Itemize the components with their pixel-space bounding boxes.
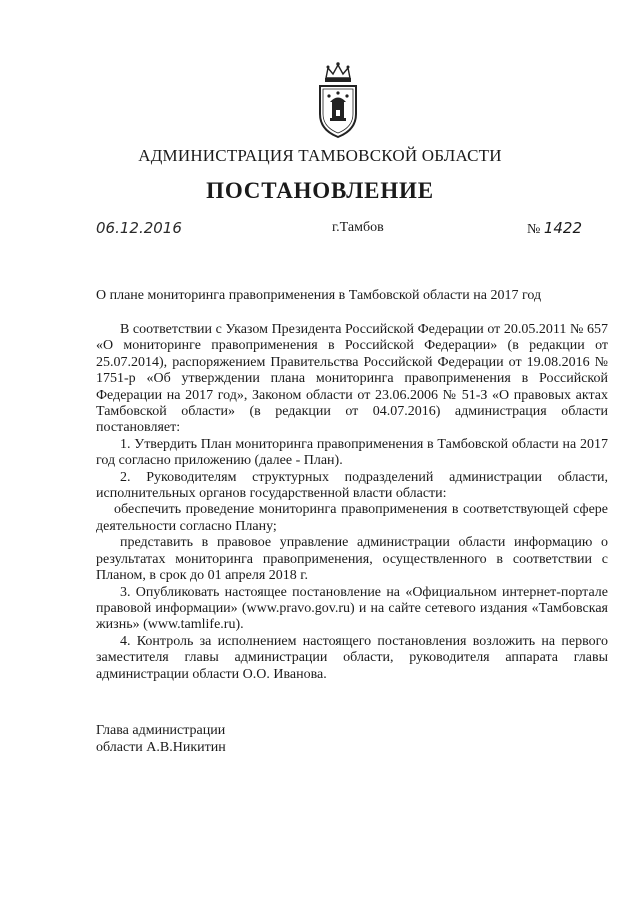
document-number [527,219,582,238]
clause-2-paragraph: 2. Руководителям структурных подразделений администрации области, исполнительных органов государственной власти области: [96,469,608,502]
clause-2-item-2-paragraph: представить в правовое управление администрации области информацию о результатах мониторинга правоприменения, осуществленного в соответствии с Планом, в срок до 01 апреля 2018 г. [96,535,608,584]
document-date: 06.12.2016 [96,219,182,237]
signature-name-line: области А.В.Никитин [96,740,226,755]
signature-block [96,722,226,756]
clause-3-paragraph: 3. Опубликовать настоящее постановление на «Официальном интернет-портале правовой информации» (www.pravo.gov.ru) и на сайте сетевого издания «Тамбовская жизнь» (www.tamlife.ru). [96,584,608,633]
document-number-prefix: № [526,222,541,237]
clause-1-paragraph: 1. Утвердить План мониторинга правоприменения в Тамбовской области на 2017 год согласно приложению (далее - План). [96,436,608,469]
clause-4-paragraph: 4. Контроль за исполнением настоящего постановления возложить на первого заместителя главы администрации области, руководителя аппарата главы администрации области О.О. Иванова. [96,633,608,682]
document-city: г.Тамбов [332,220,384,235]
organization-title: АДМИНИСТРАЦИЯ ТАМБОВСКОЙ ОБЛАСТИ [138,146,502,165]
document-subject: О плане мониторинга правоприменения в Тамбовской области на 2017 год [96,288,542,303]
preamble-paragraph: В соответствии с Указом Президента Российской Федерации от 20.05.2011 № 657 «О мониторинге правоприменения в Российской Федерации» (в редакции от 25.07.2014), распоряжением Правительства Российской Федерации от 19.08.2016 № 1751-р «Об утверждении плана мониторинга правоприменения в Российской Федерации на 2017 год», Законом области от 23.06.2006 № 51-З «О правовых актах Тамбовской области» (в редакции от 04.07.2016) администрация области постановляет: [96,322,608,436]
document-number-value: 1422 [543,219,582,237]
coat-of-arms-emblem [314,60,362,140]
document-type-title: ПОСТАНОВЛЕНИЕ [206,178,434,203]
document-body [96,322,608,683]
signature-title-line: Глава администрации [96,723,226,738]
clause-2-item-1-paragraph: обеспечить проведение мониторинга правоприменения в соответствующей сфере деятельности согласно Плану; [96,502,608,534]
document-meta-row [96,219,582,241]
